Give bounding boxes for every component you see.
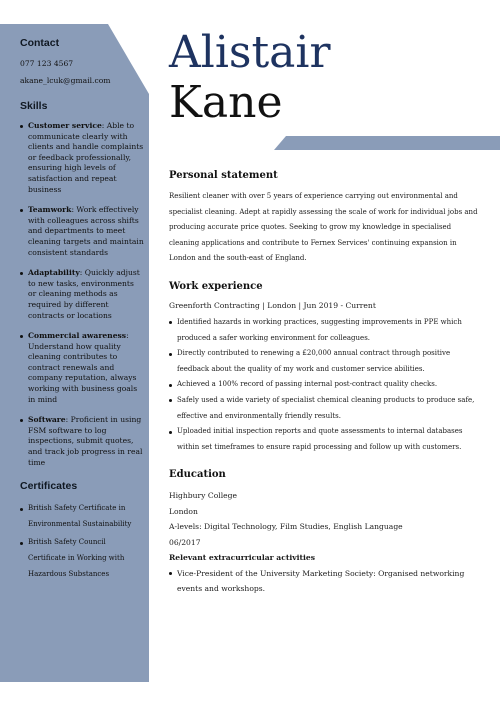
graduation-date: 06/2017 [169, 537, 201, 547]
first-name: Alistair [169, 27, 331, 78]
skill-text: : Able to communicate clearly with clients and handle complaints or feedback professionally, ensuring high levels of satisfaction and repeat business [28, 121, 144, 194]
candidate-name [169, 28, 331, 128]
skill-item [20, 415, 144, 468]
job-bullet: Uploaded initial inspection reports and quote assessments to internal databases within set timeframes to ensure rapid processing and follow up with customers. [169, 424, 480, 455]
skill-item [20, 268, 144, 321]
extracurricular-bullets [169, 566, 480, 597]
skill-text: : Work effectively with colleagues across shifts and departments to meet cleaning targets and maintain consistent standards [28, 205, 144, 257]
school-location: London [169, 506, 198, 516]
skill-item [20, 205, 144, 258]
skills-heading: Skills [20, 100, 48, 112]
personal-statement-section [169, 170, 480, 267]
skill-item [20, 121, 144, 195]
certificates-section [20, 480, 144, 582]
work-experience-section [169, 281, 480, 455]
job-bullet: Achieved a 100% record of passing internal post-contract quality checks. [169, 377, 480, 393]
skills-list [20, 121, 144, 468]
job-bullet: Directly contributed to renewing a £20,000 annual contract through positive feedback about the quality of my work and customer service abilities. [169, 346, 480, 377]
skill-item [20, 331, 144, 405]
last-name: Kane [169, 77, 283, 128]
job-bullet: Identified hazards in working practices, suggesting improvements in PPE which produced a safer working environment for colleagues. [169, 315, 480, 346]
certificates-heading: Certificates [20, 480, 78, 493]
job-title-line: Greenforth Contracting | London | Jun 2019 - Current [169, 300, 376, 310]
personal-statement-heading: Personal statement [169, 170, 278, 181]
job-bullet: Safely used a wide variety of specialist chemical cleaning products to produce safe, effective and environmentally friendly results. [169, 393, 480, 424]
contact-phone: 077 123 4567 [20, 59, 74, 68]
education-heading: Education [169, 469, 226, 481]
extracurricular-bullet: Vice-President of the University Marketing Society: Organised networking events and workshops. [169, 566, 480, 597]
certificates-list [20, 501, 144, 582]
contact-heading: Contact [20, 37, 60, 49]
skill-title: Adaptability [28, 268, 80, 278]
certificate-item: British Safety Council Certificate in Working with Hazardous Substances [20, 535, 144, 582]
job-bullets [169, 315, 480, 455]
skill-text: : Quickly adjust to new tasks, environments or cleaning methods as required by different contracts or locations [28, 268, 140, 320]
work-experience-heading: Work experience [169, 280, 263, 292]
certificate-item: British Safety Certificate in Environmental Sustainability [20, 501, 144, 532]
main-content [169, 170, 480, 611]
skill-title: Customer service [28, 121, 102, 130]
extracurricular-heading: Relevant extracurricular activities [169, 553, 316, 563]
school-name: Highbury College [169, 491, 237, 501]
skill-text: : Proficient in using FSM software to log inspections, submit quotes, and track job progress in real time [28, 415, 143, 467]
sidebar-content [20, 37, 144, 585]
skill-title: Software [28, 415, 66, 425]
education-section [169, 469, 480, 597]
skill-title: Teamwork [28, 205, 72, 215]
skill-title: Commercial awareness [28, 331, 127, 341]
skills-section [20, 100, 144, 468]
qualifications: A-levels: Digital Technology, Film Studies, English Language [169, 522, 403, 532]
skill-text: : Understand how quality cleaning contributes to contract renewals and company reputation, always working with business goals in mind [28, 331, 138, 404]
contact-email: akane_lcuk@gmail.com [20, 76, 111, 85]
accent-band [274, 136, 500, 150]
personal-statement-text: Resilient cleaner with over 5 years of experience carrying out environmental and specialist cleaning. Adept at rapidly assessing the scale of work for individual jobs and producing accurate price quotes. Seeking to grow my knowledge in specialised cleaning applications and contribute to Fernex Services' continuing expansion in London and the south-east of England. [169, 192, 478, 263]
